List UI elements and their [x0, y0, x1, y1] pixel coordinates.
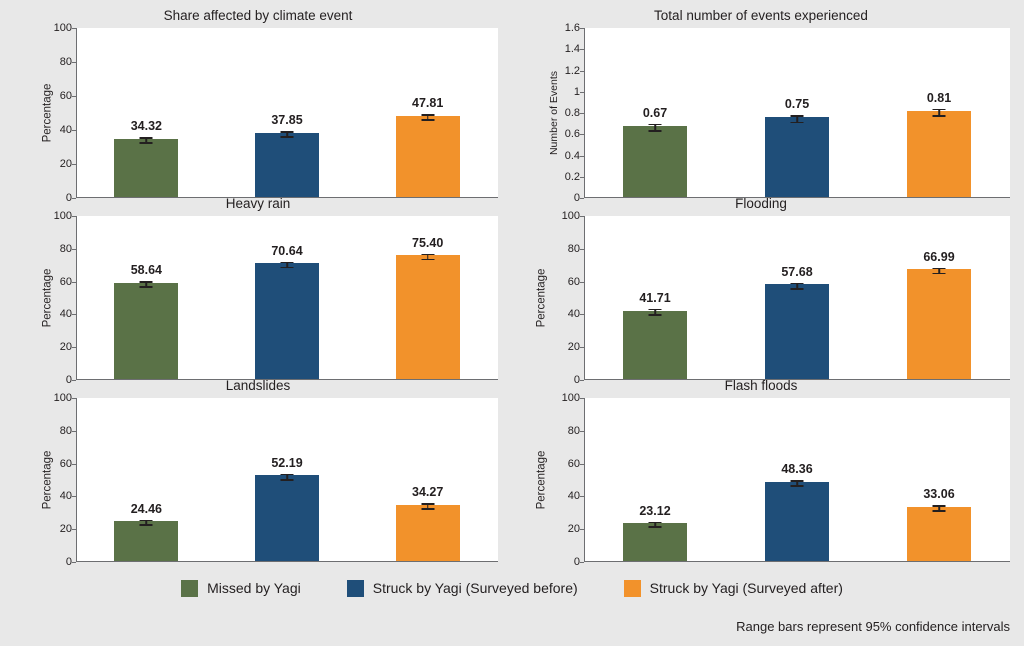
bar: [765, 482, 829, 561]
y-tick-label: 0: [573, 556, 580, 568]
legend: [0, 576, 1024, 600]
y-tick-label: 20: [59, 158, 72, 170]
y-axis-label: Percentage: [41, 83, 54, 143]
y-tick-label: 20: [59, 523, 72, 536]
y-tick-mark: [72, 130, 76, 131]
y-tick-mark: [580, 156, 584, 157]
y-tick-label: 0.8: [564, 107, 580, 119]
chart-panel-5: [512, 378, 1010, 568]
error-bar-cap: [421, 508, 434, 510]
bar: [114, 139, 178, 197]
error-bar-cap: [281, 131, 294, 133]
y-tick-label: 100: [561, 210, 580, 222]
y-tick-label: 80: [567, 242, 580, 255]
y-tick-label: 80: [59, 242, 72, 255]
y-tick-label: 40: [59, 124, 72, 136]
bar-value-label: 66.99: [923, 249, 955, 264]
y-axis-line: [584, 28, 585, 198]
chart-title: Heavy rain: [225, 196, 291, 211]
plot-area: [512, 392, 1010, 568]
bar-value-label: 48.36: [781, 462, 813, 477]
y-tick-label: 40: [567, 490, 580, 503]
y-tick-mark: [580, 496, 584, 497]
error-bar-cap: [140, 281, 153, 283]
bar-value-label: 23.12: [639, 503, 671, 518]
bar: [255, 133, 319, 197]
y-tick-label: 20: [567, 523, 580, 536]
error-bar-cap: [649, 309, 662, 311]
axes: [53, 392, 498, 568]
y-tick-mark: [580, 177, 584, 178]
chart-title: Flooding: [735, 196, 787, 211]
y-tick-mark: [72, 347, 76, 348]
y-tick-label: 60: [59, 457, 72, 470]
error-bar-cap: [140, 286, 153, 288]
y-tick-mark: [580, 92, 584, 93]
y-tick-mark: [580, 282, 584, 283]
bar: [114, 521, 178, 561]
y-tick-mark: [580, 49, 584, 50]
y-axis-label: Number of Events: [548, 70, 561, 156]
chart-title: Landslides: [225, 378, 291, 393]
error-bar-cap: [281, 474, 294, 476]
y-tick-label: 0.4: [564, 149, 580, 162]
y-tick-label: 0: [65, 556, 72, 568]
bar: [765, 284, 829, 379]
bar-value-label: 58.64: [130, 263, 162, 278]
error-bar-cap: [281, 262, 294, 264]
y-tick-mark: [72, 216, 76, 217]
error-bar-cap: [791, 485, 804, 487]
y-tick-mark: [580, 464, 584, 465]
y-tick-label: 40: [59, 490, 72, 503]
bar: [623, 311, 687, 379]
error-bar-cap: [791, 115, 804, 117]
y-tick-mark: [72, 282, 76, 283]
y-tick-mark: [72, 464, 76, 465]
error-bar-cap: [791, 288, 804, 290]
y-tick-mark: [580, 347, 584, 348]
bar: [907, 269, 971, 379]
bar: [623, 126, 687, 197]
bar-value-label: 47.81: [412, 96, 444, 110]
legend-item[interactable]: [347, 580, 578, 597]
legend-item[interactable]: [624, 580, 843, 597]
error-bar-cap: [933, 510, 946, 512]
chart-title: Share affected by climate event: [163, 8, 353, 23]
y-tick-mark: [72, 164, 76, 165]
error-bar-cap: [281, 479, 294, 481]
error-bar-cap: [933, 109, 946, 111]
bar: [396, 255, 460, 379]
bar: [623, 523, 687, 561]
bar-value-label: 57.68: [781, 264, 813, 279]
legend-swatch-icon: [181, 580, 198, 597]
y-tick-label: 60: [59, 90, 72, 102]
bar: [255, 263, 319, 379]
bar: [255, 475, 319, 561]
y-tick-mark: [580, 28, 584, 29]
y-tick-label: 1: [573, 85, 580, 98]
y-tick-label: 100: [53, 392, 72, 404]
y-tick-label: 80: [59, 424, 72, 437]
y-tick-label: 80: [567, 424, 580, 437]
y-tick-mark: [72, 28, 76, 29]
y-axis-label: Percentage: [535, 450, 548, 510]
y-tick-label: 0: [573, 374, 580, 386]
bar: [765, 117, 829, 197]
bar-value-label: 0.75: [784, 97, 810, 112]
bar: [907, 507, 971, 561]
y-tick-label: 20: [59, 341, 72, 354]
legend-swatch-icon: [347, 580, 364, 597]
y-tick-mark: [72, 314, 76, 315]
y-tick-label: 0.2: [564, 170, 580, 183]
legend-item[interactable]: [181, 580, 301, 597]
error-bar-cap: [649, 124, 662, 126]
y-axis-label: Percentage: [535, 268, 548, 328]
x-axis-line: [584, 561, 1010, 562]
y-axis-line: [584, 216, 585, 380]
y-tick-label: 1.2: [564, 64, 580, 77]
y-axis-line: [76, 398, 77, 562]
y-tick-mark: [580, 249, 584, 250]
bar-value-label: 0.81: [926, 90, 952, 105]
y-tick-mark: [72, 562, 76, 563]
chart-panel-4: [18, 378, 498, 568]
y-tick-label: 40: [59, 308, 72, 321]
error-bar-cap: [933, 505, 946, 507]
error-bar-cap: [791, 283, 804, 285]
y-axis-line: [76, 28, 77, 198]
y-tick-mark: [72, 249, 76, 250]
error-bar-cap: [421, 114, 434, 116]
bar-value-label: 75.40: [412, 235, 444, 250]
y-tick-label: 100: [53, 210, 72, 222]
y-tick-label: 0: [65, 374, 72, 386]
y-tick-mark: [72, 398, 76, 399]
bar: [907, 111, 971, 197]
legend-label: Missed by Yagi: [207, 580, 301, 596]
y-tick-mark: [580, 529, 584, 530]
y-tick-mark: [72, 529, 76, 530]
error-bar-cap: [140, 137, 153, 139]
x-axis-line: [76, 561, 498, 562]
bar: [114, 283, 178, 379]
error-bar-cap: [933, 268, 946, 270]
legend-label: Struck by Yagi (Surveyed before): [372, 580, 578, 596]
error-bar-cap: [649, 522, 662, 524]
chart-title: Total number of events experienced: [654, 8, 868, 23]
y-tick-mark: [580, 562, 584, 563]
error-bar-cap: [421, 254, 434, 256]
bar-value-label: 34.27: [412, 485, 444, 500]
chart-title: Flash floods: [724, 378, 798, 393]
error-bar-cap: [649, 526, 662, 528]
y-tick-mark: [580, 314, 584, 315]
plot-area: [18, 392, 498, 568]
error-bar-cap: [933, 273, 946, 275]
y-tick-label: 100: [561, 392, 580, 404]
error-bar-cap: [281, 136, 294, 138]
error-bar-cap: [421, 259, 434, 261]
legend-swatch-icon: [624, 580, 641, 597]
y-axis-line: [76, 216, 77, 380]
y-axis-line: [584, 398, 585, 562]
y-tick-mark: [72, 62, 76, 63]
y-tick-label: 1.6: [564, 22, 580, 34]
error-bar-cap: [140, 142, 153, 144]
y-tick-mark: [580, 134, 584, 135]
error-bar-cap: [649, 130, 662, 132]
bar-value-label: 33.06: [923, 487, 955, 502]
error-bar-cap: [140, 520, 153, 522]
error-bar-cap: [791, 480, 804, 482]
bar-value-label: 37.85: [271, 113, 303, 128]
error-bar-cap: [421, 503, 434, 505]
y-tick-mark: [72, 496, 76, 497]
y-axis-label: Percentage: [41, 450, 54, 510]
legend-label: Struck by Yagi (Surveyed after): [649, 580, 843, 596]
y-tick-label: 100: [53, 22, 72, 34]
bar: [396, 505, 460, 561]
y-tick-label: 0.6: [564, 128, 580, 141]
y-tick-mark: [72, 96, 76, 97]
y-tick-label: 60: [567, 275, 580, 288]
y-tick-label: 60: [59, 275, 72, 288]
axes: [561, 392, 1010, 568]
y-tick-mark: [580, 71, 584, 72]
footnote: Range bars represent 95% confidence intervals: [736, 619, 1010, 634]
error-bar-cap: [140, 524, 153, 526]
y-tick-label: 40: [567, 308, 580, 321]
bar-value-label: 70.64: [271, 243, 303, 258]
bar-value-label: 34.32: [130, 119, 162, 134]
y-tick-mark: [580, 431, 584, 432]
y-axis-label: Percentage: [41, 268, 54, 328]
error-bar-cap: [281, 267, 294, 269]
error-bar-cap: [421, 119, 434, 121]
y-tick-label: 60: [567, 457, 580, 470]
y-tick-mark: [580, 216, 584, 217]
bar-value-label: 0.67: [642, 105, 668, 120]
bar: [396, 116, 460, 197]
y-tick-mark: [72, 431, 76, 432]
bar-value-label: 24.46: [130, 501, 162, 516]
bar-value-label: 52.19: [271, 455, 303, 470]
y-tick-mark: [580, 398, 584, 399]
bar-value-label: 41.71: [639, 290, 671, 305]
y-tick-label: 0: [65, 192, 72, 204]
y-tick-label: 80: [59, 56, 72, 68]
y-tick-label: 0: [573, 192, 580, 204]
error-bar-cap: [791, 122, 804, 124]
error-bar-cap: [649, 314, 662, 316]
y-tick-label: 20: [567, 341, 580, 354]
error-bar-cap: [933, 115, 946, 117]
y-tick-label: 1.4: [564, 43, 580, 56]
y-tick-mark: [580, 113, 584, 114]
